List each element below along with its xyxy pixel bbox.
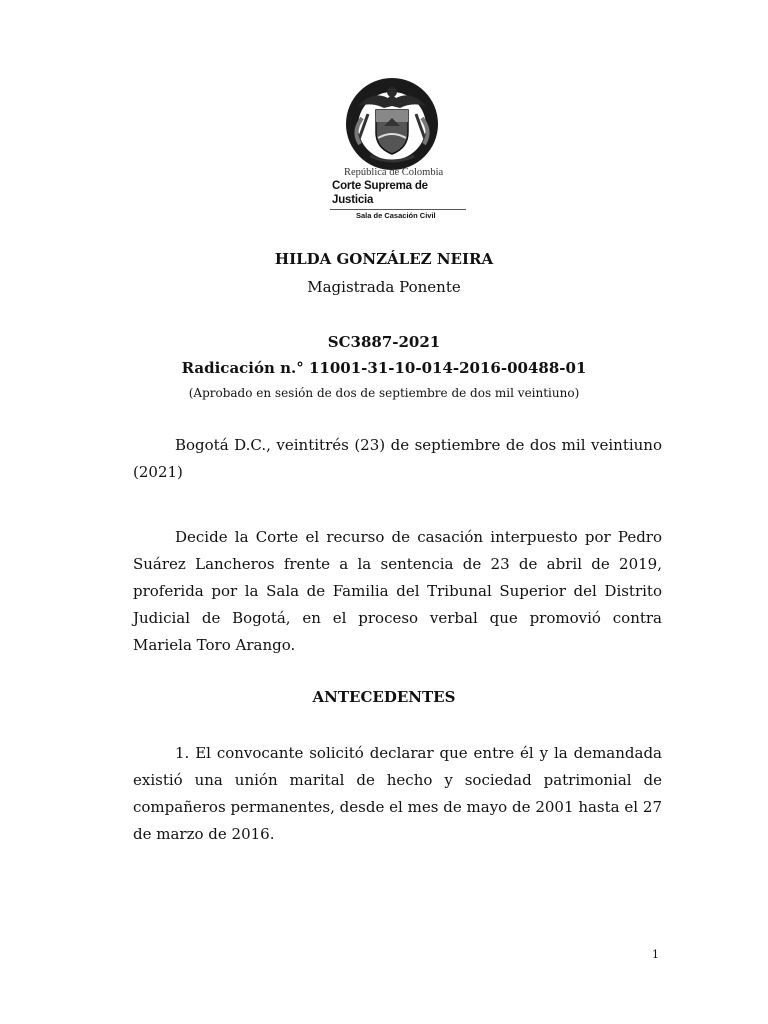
court-name: Corte Suprema de Justicia <box>332 180 428 206</box>
radicacion-number: Radicación n.° 11001-31-10-014-2016-00488-01 <box>181 359 587 377</box>
magistrate-role: Magistrada Ponente <box>307 278 461 296</box>
magistrate-name: HILDA GONZÁLEZ NEIRA <box>274 250 494 268</box>
country-label: República de Colombia <box>344 167 444 178</box>
approval-note: (Aprobado en sesión de dos de septiembre de dos mil veintiuno) <box>188 386 580 400</box>
chamber-name: Sala de Casación Civil <box>356 211 436 220</box>
antecedentes-item-1: 1. El convocante solicitó declarar que entre él y la demandada existió una unión marital de hecho y sociedad patrimonial de compañeros permanentes, desde el mes de mayo de 2001 hasta el 27 de marzo de 2016. <box>133 744 662 843</box>
decision-paragraph: Decide la Corte el recurso de casación interpuesto por Pedro Suárez Lancheros frente a la sentencia de 23 de abril de 2019, proferida por la Sala de Familia del Tribunal Superior del Distrito Judicial de Bogotá, en el proceso verbal que promovió contra Mariela Toro Arango. <box>133 528 662 654</box>
letterhead <box>320 166 470 222</box>
sentence-id: SC3887-2021 <box>327 333 441 351</box>
section-heading: ANTECEDENTES <box>312 688 456 706</box>
date-paragraph: Bogotá D.C., veintitrés (23) de septiembre de dos mil veintiuno (2021) <box>133 436 662 481</box>
page-number: 1 <box>652 948 659 961</box>
colombia-seal-icon <box>338 72 446 172</box>
